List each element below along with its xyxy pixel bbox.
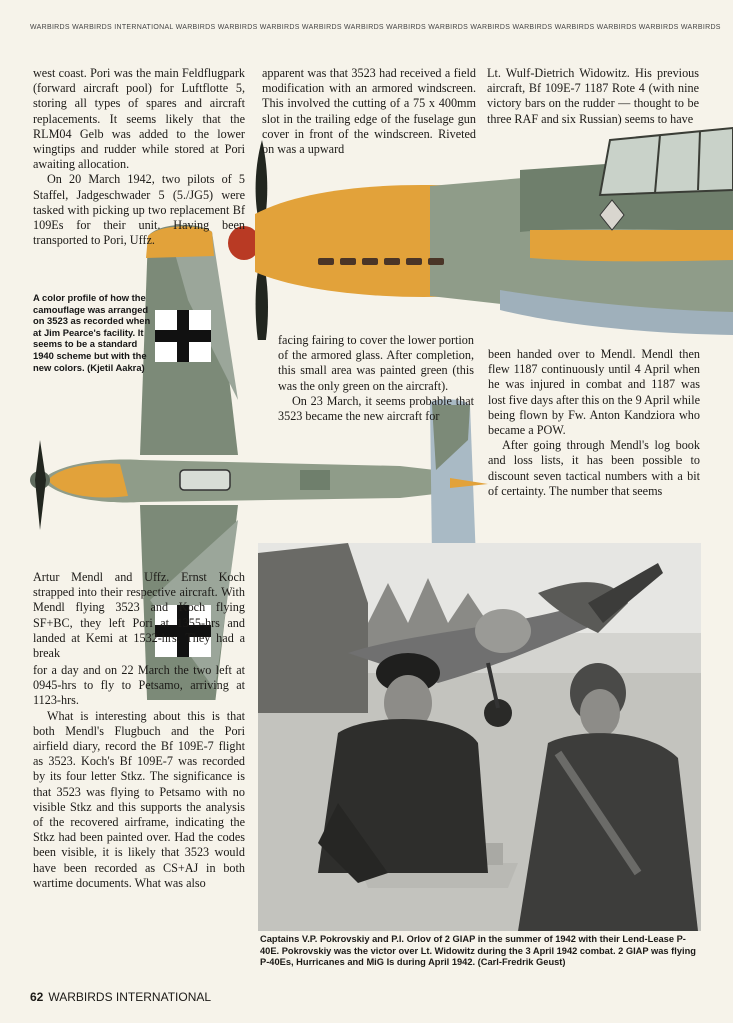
historical-photo (258, 543, 701, 931)
paragraph: Lt. Wulf-Dietrich Widowitz. His previous aircraft, Bf 109E-7 1187 Rote 4 (with nine victory bars on the rudder — thought to be three RAF and six Russian) seems to have (487, 66, 699, 126)
paragraph: After going through Mendl's log book and loss lists, it has been possible to discount seven tactical numbers with a bit of certainty. The number that seems (488, 438, 700, 498)
page-footer (30, 990, 211, 1004)
running-header-text: WARBIRDS WARBIRDS INTERNATIONAL WARBIRDS WARBIRDS WARBIRDS WARBIRDS WARBIRDS WARBIRDS WARBIRDS WARBIRDS WARBIRDS WARBIRDS WARBIRDS WARBIRDS WARBIRDS (30, 24, 721, 31)
profile-caption: A color profile of how the camouflage was arranged on 3523 as recorded when at Jim Pearce's facility. It seems to be a standard 1940 scheme but with the new colors. (Kjetil Aakra) (33, 292, 151, 373)
paragraph: west coast. Pori was the main Feldflugpark (forward aircraft pool) for Luftflotte 5, storing all types of spares and aircraft replacements. It seems likely that the RLM04 Gelb was added to the lower wingtips and rudder while stored at Pori awaiting allocation. (33, 66, 245, 172)
paragraph: for a day and on 22 March the two left at 0945-hrs to fly to Petsamo, arriving at 1123-hrs. (33, 663, 245, 708)
paragraph: been handed over to Mendl. Mendl then flew 1187 continuously until 4 April when he was injured in combat and 1187 was lost five days after this on the 9 April while being flown by Fw. Anton Kandziora who became a POW. (488, 347, 700, 438)
paragraph: On 23 March, it seems probable that 3523 became the new aircraft for (278, 393, 474, 424)
paragraph: Artur Mendl and Uffz. Ernst Koch strapped into their respective aircraft. With Mendl flying 3523 and Koch flying SF+BC, they left Pori at 1355-hrs and landed at Kemi at 1532-hrs. They had a break (33, 570, 245, 661)
paragraph: apparent was that 3523 had received a field modification with an armored windscreen. This involved the cutting of a 75 x 400mm slot in the trailing edge of the fuselage gun cover in front of the windscreen. Riveted on was a upward (262, 66, 476, 157)
article-column-1-middle (33, 570, 245, 661)
article-column-2-middle (278, 333, 474, 424)
photo-caption: Captains V.P. Pokrovskiy and P.I. Orlov of 2 GIAP in the summer of 1942 with their Lend-Lease P-40E. Pokrovskiy was the victor over Lt. Widowitz during the 3 April 1942 combat. 2 GIAP was flying P-40Es, Hurricanes and MiG Is during April 1942. (Carl-Fredrik Geust) (260, 934, 696, 968)
article-column-3-middle (488, 347, 700, 499)
photo-illustration (258, 543, 701, 931)
article-column-1-top (33, 66, 245, 248)
paragraph: What is interesting about this is that both Mendl's Flugbuch and the Pori airfield diary, record the Bf 109E-7 flight as 3523. Koch's Bf 109E-7 was recorded by its four letter Stkz. The significance is that 3523 was flying to Petsamo with no visible Stkz and this supports the analysis of the recovered airframe, indicating the Stkz had been painted over. Had the codes been visible, it is likely that 3523 would have been recorded as CS+AJ in both wartime documents. What was also (33, 708, 245, 890)
page-number: 62 (30, 990, 44, 1004)
article-column-1-bottom (33, 663, 245, 891)
paragraph: On 20 March 1942, two pilots of 5 Staffel, Jadgeschwader 5 (5./JG5) were tasked with picking up two replacement Bf 109Es for their unit. Having been transported to Pori, Uffz. (33, 172, 245, 248)
article-column-2-top (262, 66, 476, 157)
magazine-name: WARBIRDS INTERNATIONAL (48, 990, 212, 1004)
article-column-3-top (487, 66, 699, 127)
paragraph: facing fairing to cover the lower portion of the armored glass. After completion, this small area was painted green (this was the only green on the aircraft). (278, 333, 474, 393)
